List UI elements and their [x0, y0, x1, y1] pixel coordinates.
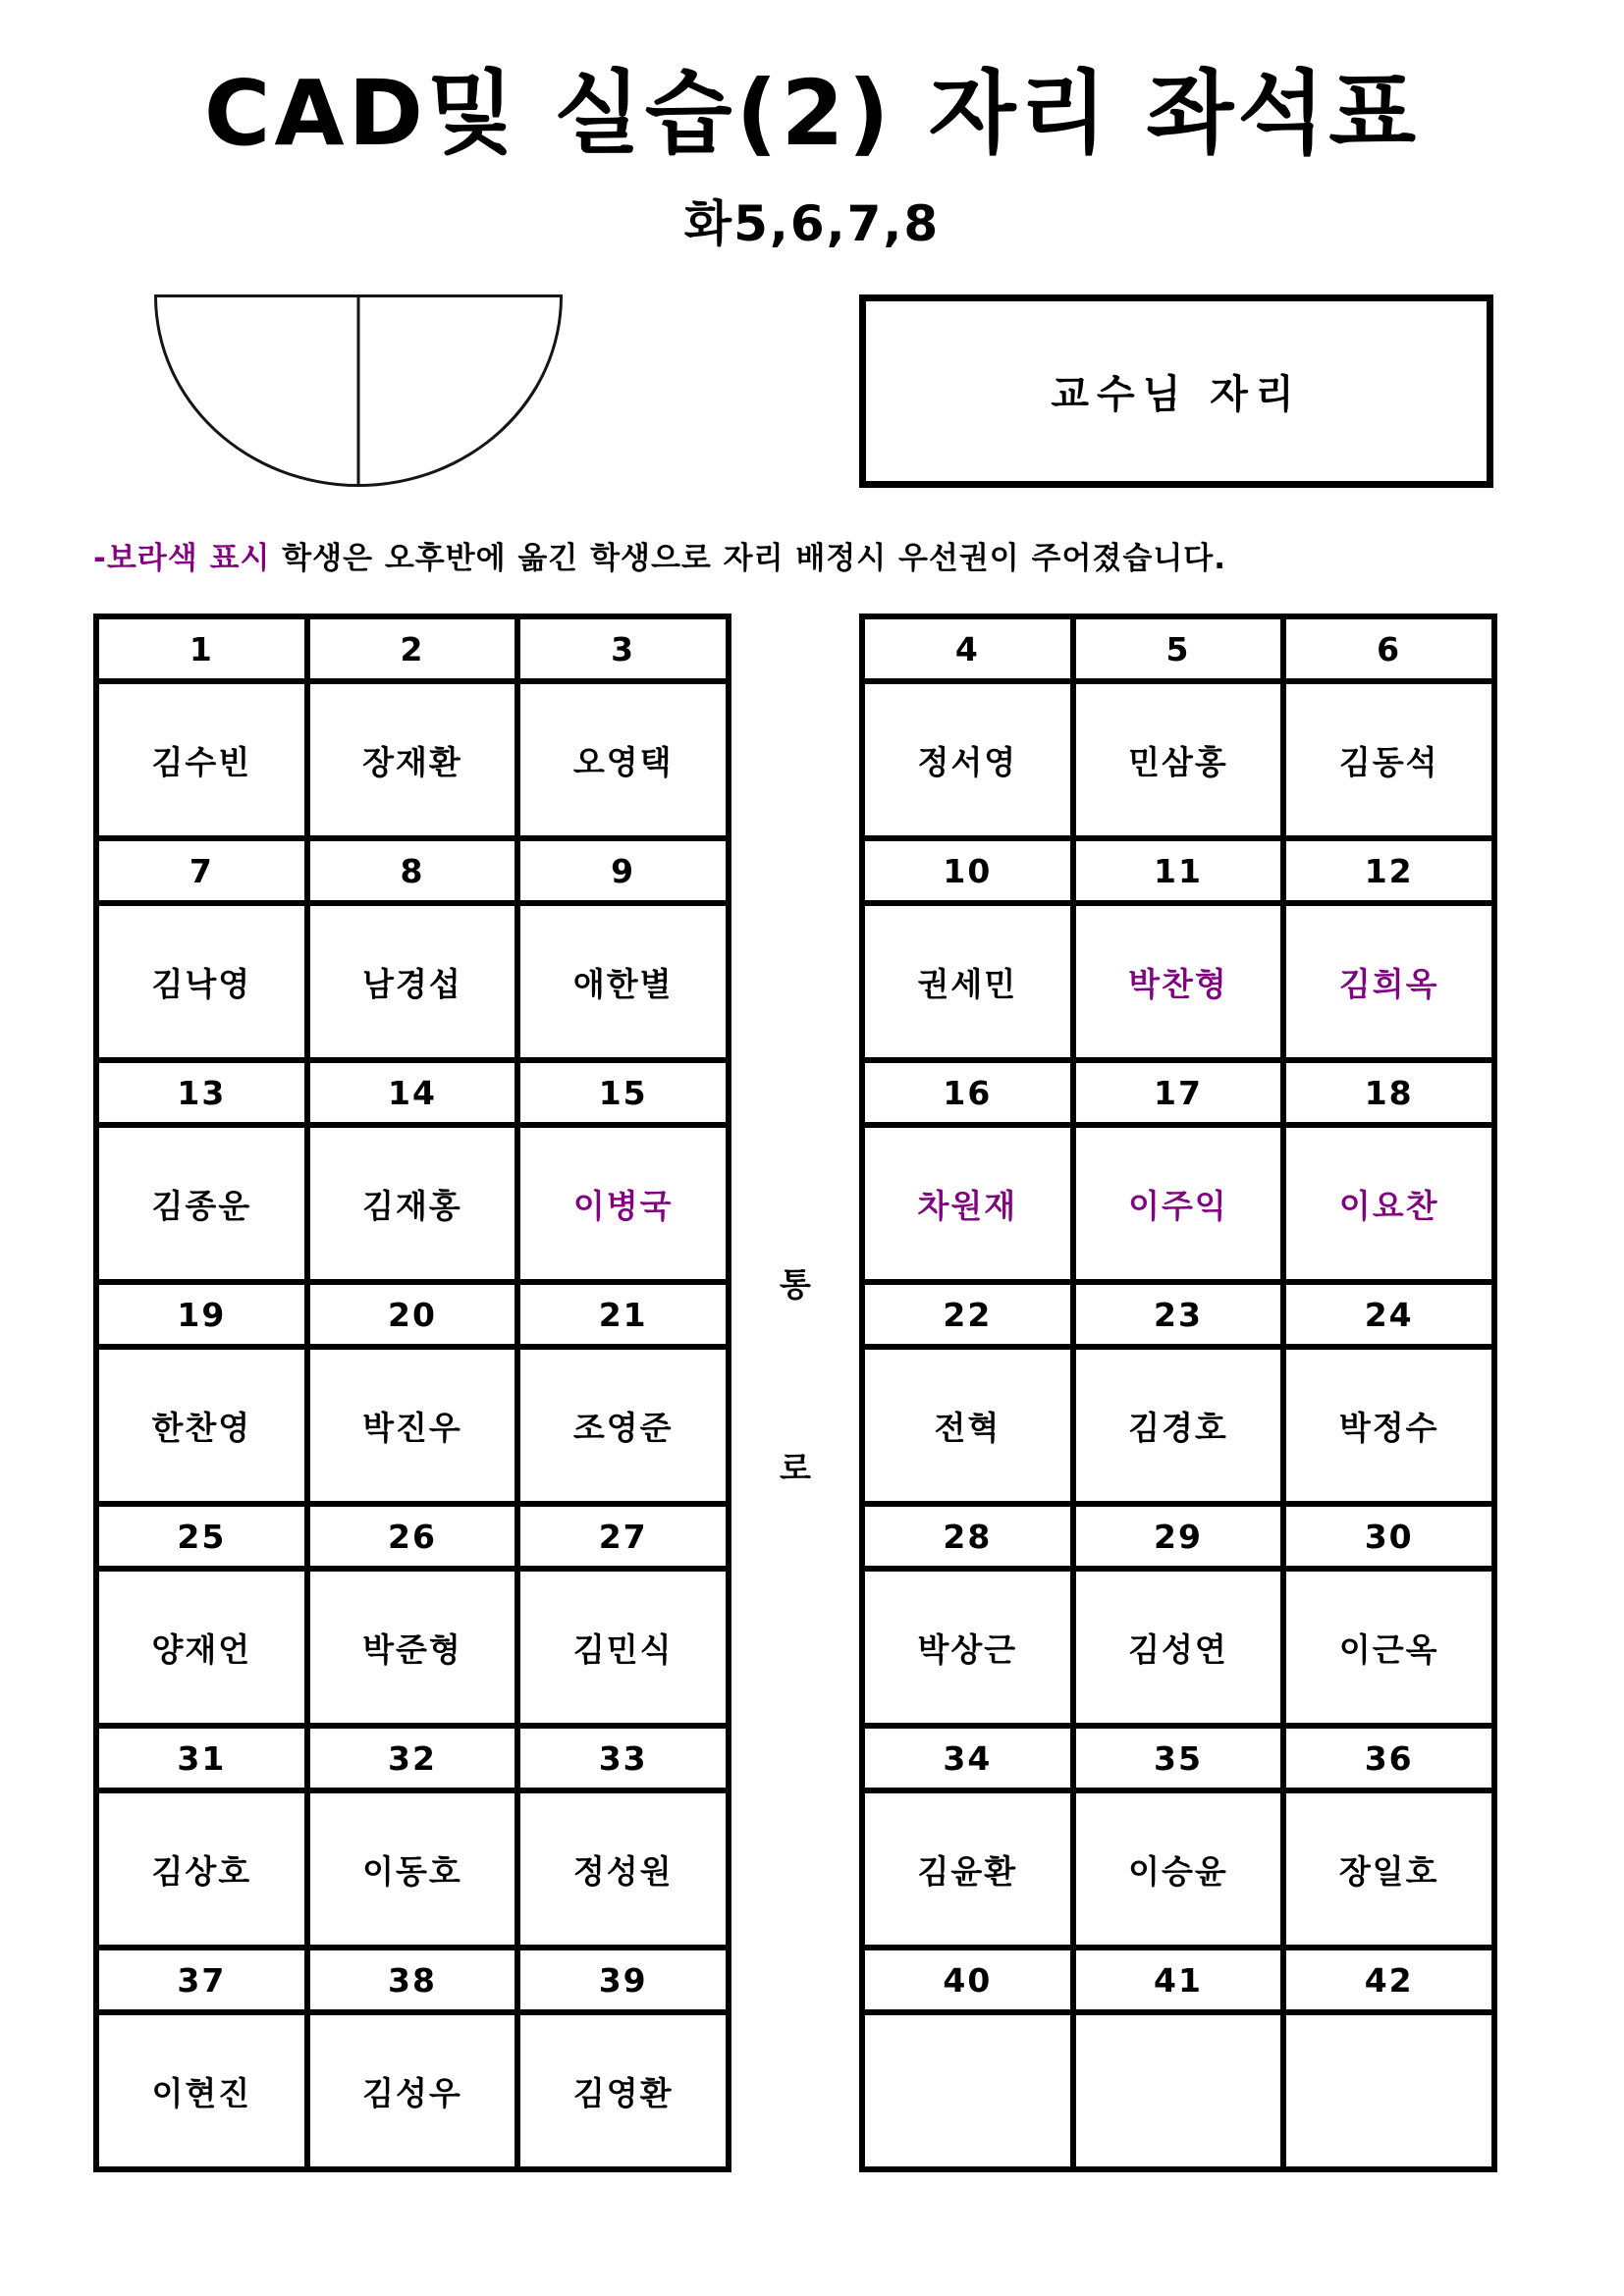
- note-purple-highlight: -보라색 표시: [93, 541, 271, 576]
- seat-name-32: 이동호: [307, 1790, 518, 1948]
- seat-number-row: [96, 616, 729, 681]
- seat-name-27: 김민식: [517, 1569, 729, 1726]
- seat-number-1: 1: [96, 616, 307, 681]
- seat-number-27: 27: [517, 1504, 729, 1569]
- seat-number-row: [96, 1282, 729, 1347]
- seat-number-26: 26: [307, 1504, 518, 1569]
- seat-name-row: [96, 903, 729, 1060]
- seat-name-19: 한찬영: [96, 1347, 307, 1504]
- page-title: CAD및 실습(2) 자리 좌석표: [203, 61, 1421, 166]
- seat-number-22: 22: [862, 1282, 1073, 1347]
- seat-name-29: 김성연: [1073, 1569, 1284, 1726]
- seat-name-row: [96, 1347, 729, 1504]
- seat-number-13: 13: [96, 1060, 307, 1125]
- seat-empty-40: [862, 2012, 1073, 2169]
- seat-number-30: 30: [1283, 1504, 1494, 1569]
- seat-name-20: 박진우: [307, 1347, 518, 1504]
- seat-name-8: 남경섭: [307, 903, 518, 1060]
- seat-number-33: 33: [517, 1726, 729, 1790]
- right-seat-grid: [859, 614, 1497, 2172]
- aisle-char-top: 통: [780, 1265, 811, 1304]
- seat-name-26: 박준형: [307, 1569, 518, 1726]
- seat-number-36: 36: [1283, 1726, 1494, 1790]
- seat-number-41: 41: [1073, 1948, 1284, 2012]
- seat-number-37: 37: [96, 1948, 307, 2012]
- seat-name-12: 김희옥: [1283, 903, 1494, 1060]
- seat-number-6: 6: [1283, 616, 1494, 681]
- seat-name-30: 이근옥: [1283, 1569, 1494, 1726]
- professor-seat-label: 교수님 자리: [1051, 372, 1302, 417]
- seat-name-39: 김영환: [517, 2012, 729, 2169]
- seat-name-row: [96, 1569, 729, 1726]
- seat-number-row: [96, 838, 729, 903]
- seat-number-5: 5: [1073, 616, 1284, 681]
- seat-name-38: 김성우: [307, 2012, 518, 2169]
- seat-name-2: 장재환: [307, 681, 518, 838]
- seat-name-22: 전혁: [862, 1347, 1073, 1504]
- seat-number-row: [96, 1726, 729, 1790]
- seat-number-10: 10: [862, 838, 1073, 903]
- seat-number-2: 2: [307, 616, 518, 681]
- podium-semicircle-shape: [154, 294, 563, 487]
- seat-empty-42: [1283, 2012, 1494, 2169]
- seat-number-row: [862, 1060, 1494, 1125]
- seat-name-11: 박찬형: [1073, 903, 1284, 1060]
- seat-number-7: 7: [96, 838, 307, 903]
- seat-name-35: 이승윤: [1073, 1790, 1284, 1948]
- seat-name-16: 차원재: [862, 1125, 1073, 1282]
- seat-name-33: 정성원: [517, 1790, 729, 1948]
- seat-name-28: 박상근: [862, 1569, 1073, 1726]
- seat-name-row: [862, 1125, 1494, 1282]
- seat-number-15: 15: [517, 1060, 729, 1125]
- seat-number-40: 40: [862, 1948, 1073, 2012]
- class-time-subtitle: 화5,6,7,8: [683, 195, 941, 252]
- seat-number-24: 24: [1283, 1282, 1494, 1347]
- seat-name-row: [862, 2012, 1494, 2169]
- seat-name-24: 박정수: [1283, 1347, 1494, 1504]
- seat-empty-41: [1073, 2012, 1284, 2169]
- seat-name-row: [862, 903, 1494, 1060]
- seat-number-row: [96, 1504, 729, 1569]
- note-rest-text: 학생은 오후반에 옮긴 학생으로 자리 배정시 우선권이 주어졌습니다.: [270, 541, 1226, 576]
- seat-name-row: [96, 2012, 729, 2169]
- seat-number-3: 3: [517, 616, 729, 681]
- seat-number-4: 4: [862, 616, 1073, 681]
- seat-name-15: 이병국: [517, 1125, 729, 1282]
- seat-name-row: [862, 1569, 1494, 1726]
- seat-name-4: 정서영: [862, 681, 1073, 838]
- seat-name-6: 김동석: [1283, 681, 1494, 838]
- seat-number-19: 19: [96, 1282, 307, 1347]
- seat-name-row: [862, 1347, 1494, 1504]
- seat-name-18: 이요찬: [1283, 1125, 1494, 1282]
- seat-number-23: 23: [1073, 1282, 1284, 1347]
- seat-name-5: 민삼홍: [1073, 681, 1284, 838]
- professor-seat-box: [859, 294, 1493, 488]
- seat-number-row: [862, 838, 1494, 903]
- seat-number-14: 14: [307, 1060, 518, 1125]
- seat-number-34: 34: [862, 1726, 1073, 1790]
- seat-name-row: [96, 1790, 729, 1948]
- seat-name-row: [862, 1790, 1494, 1948]
- priority-note: [93, 533, 1226, 577]
- aisle-char-bottom: 로: [780, 1449, 811, 1487]
- aisle-label: [731, 1259, 859, 1489]
- seat-number-29: 29: [1073, 1504, 1284, 1569]
- seat-number-35: 35: [1073, 1726, 1284, 1790]
- seat-name-36: 장일호: [1283, 1790, 1494, 1948]
- seat-number-8: 8: [307, 838, 518, 903]
- seat-number-20: 20: [307, 1282, 518, 1347]
- seat-number-38: 38: [307, 1948, 518, 2012]
- seat-number-39: 39: [517, 1948, 729, 2012]
- seat-name-25: 양재언: [96, 1569, 307, 1726]
- seat-name-10: 권세민: [862, 903, 1073, 1060]
- seat-number-9: 9: [517, 838, 729, 903]
- seat-number-row: [96, 1060, 729, 1125]
- seat-name-9: 애한별: [517, 903, 729, 1060]
- seat-name-17: 이주익: [1073, 1125, 1284, 1282]
- seat-number-row: [862, 1504, 1494, 1569]
- seat-name-31: 김상호: [96, 1790, 307, 1948]
- seat-number-12: 12: [1283, 838, 1494, 903]
- podium-divider-line: [357, 297, 360, 484]
- seat-number-row: [862, 1948, 1494, 2012]
- seat-name-13: 김종운: [96, 1125, 307, 1282]
- seat-name-7: 김낙영: [96, 903, 307, 1060]
- seat-number-32: 32: [307, 1726, 518, 1790]
- seat-number-17: 17: [1073, 1060, 1284, 1125]
- seat-number-row: [862, 1282, 1494, 1347]
- seat-number-31: 31: [96, 1726, 307, 1790]
- seat-number-16: 16: [862, 1060, 1073, 1125]
- seat-number-18: 18: [1283, 1060, 1494, 1125]
- seat-name-row: [862, 681, 1494, 838]
- seat-name-21: 조영준: [517, 1347, 729, 1504]
- seat-number-11: 11: [1073, 838, 1284, 903]
- seat-number-row: [862, 1726, 1494, 1790]
- seat-name-row: [96, 681, 729, 838]
- seat-number-25: 25: [96, 1504, 307, 1569]
- seat-number-21: 21: [517, 1282, 729, 1347]
- seat-name-34: 김윤환: [862, 1790, 1073, 1948]
- seat-number-row: [862, 616, 1494, 681]
- seat-name-row: [96, 1125, 729, 1282]
- seat-number-row: [96, 1948, 729, 2012]
- seat-name-37: 이현진: [96, 2012, 307, 2169]
- seat-number-28: 28: [862, 1504, 1073, 1569]
- left-seat-grid: [93, 614, 731, 2172]
- seat-name-23: 김경호: [1073, 1347, 1284, 1504]
- seat-name-14: 김재홍: [307, 1125, 518, 1282]
- seat-name-3: 오영택: [517, 681, 729, 838]
- seat-number-42: 42: [1283, 1948, 1494, 2012]
- seat-name-1: 김수빈: [96, 681, 307, 838]
